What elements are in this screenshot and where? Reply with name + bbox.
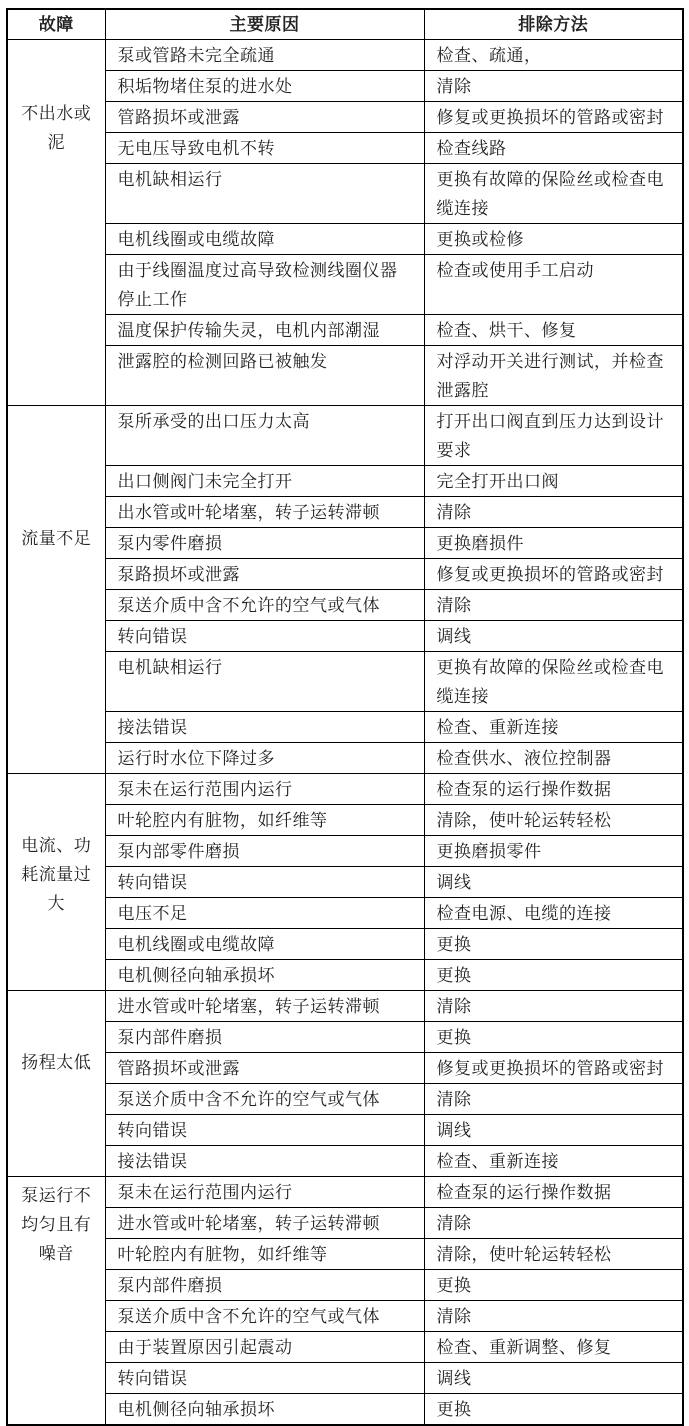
- remedy-cell: 检查供水、液位控制器: [424, 743, 683, 774]
- remedy-cell: 更换: [424, 1270, 683, 1301]
- cause-cell: 泵未在运行范围内运行: [105, 1177, 424, 1208]
- table-row: [7, 102, 683, 133]
- table-row: [7, 1053, 683, 1084]
- table-row: [7, 1177, 683, 1208]
- cause-cell: 泵路损坏或泄露: [105, 559, 424, 590]
- table-row: [7, 1115, 683, 1146]
- remedy-cell: 更换磨损件: [424, 528, 683, 559]
- table-body: [7, 40, 683, 1426]
- table-row: [7, 497, 683, 528]
- table-row: [7, 836, 683, 867]
- cause-cell: 电机线圈或电缆故障: [105, 929, 424, 960]
- cause-cell: 进水管或叶轮堵塞，转子运转滞顿: [105, 1208, 424, 1239]
- remedy-cell: 检查泵的运行操作数据: [424, 1177, 683, 1208]
- remedy-cell: 修复或更换损坏的管路或密封: [424, 102, 683, 133]
- remedy-cell: 清除: [424, 71, 683, 102]
- fault-cell: 不出水或泥: [7, 40, 105, 406]
- cause-cell: 温度保护传输失灵，电机内部潮湿: [105, 315, 424, 346]
- remedy-cell: 更换或检修: [424, 224, 683, 255]
- table-row: [7, 466, 683, 497]
- cause-cell: 无电压导致电机不转: [105, 133, 424, 164]
- remedy-cell: 调线: [424, 867, 683, 898]
- cause-cell: 出口侧阀门未完全打开: [105, 466, 424, 497]
- table-row: [7, 406, 683, 466]
- remedy-cell: 完全打开出口阀: [424, 466, 683, 497]
- remedy-cell: 对浮动开关进行测试，并检查泄露腔: [424, 346, 683, 406]
- table-row: [7, 1394, 683, 1426]
- remedy-cell: 更换: [424, 1022, 683, 1053]
- remedy-cell: 打开出口阀直到压力达到设计要求: [424, 406, 683, 466]
- cause-cell: 接法错误: [105, 712, 424, 743]
- cause-cell: 泵或管路未完全疏通: [105, 40, 424, 71]
- table-row: [7, 224, 683, 255]
- table-row: [7, 164, 683, 224]
- cause-cell: 由于装置原因引起震动: [105, 1332, 424, 1363]
- table-row: [7, 255, 683, 315]
- table-row: [7, 960, 683, 991]
- cause-cell: 泵送介质中含不允许的空气或气体: [105, 590, 424, 621]
- remedy-cell: 检查、烘干、修复: [424, 315, 683, 346]
- remedy-cell: 检查线路: [424, 133, 683, 164]
- remedy-cell: 清除: [424, 1084, 683, 1115]
- fault-cell: 泵运行不均匀且有噪音: [7, 1177, 105, 1426]
- remedy-cell: 清除: [424, 991, 683, 1022]
- remedy-cell: 调线: [424, 1363, 683, 1394]
- fault-cell: 电流、功耗流量过大: [7, 774, 105, 991]
- cause-cell: 电压不足: [105, 898, 424, 929]
- remedy-cell: 修复或更换损坏的管路或密封: [424, 559, 683, 590]
- cause-cell: 叶轮腔内有脏物，如纤维等: [105, 805, 424, 836]
- cause-cell: 电机侧径向轴承损坏: [105, 960, 424, 991]
- table-row: [7, 590, 683, 621]
- cause-cell: 转向错误: [105, 867, 424, 898]
- remedy-cell: 更换: [424, 960, 683, 991]
- table-row: [7, 40, 683, 71]
- cause-cell: 管路损坏或泄露: [105, 1053, 424, 1084]
- table-row: [7, 991, 683, 1022]
- cause-cell: 转向错误: [105, 1363, 424, 1394]
- remedy-cell: 清除，使叶轮运转轻松: [424, 805, 683, 836]
- header-cell-main-cause: 主要原因: [105, 9, 424, 40]
- remedy-cell: 检查电源、电缆的连接: [424, 898, 683, 929]
- remedy-cell: 检查、重新调整、修复: [424, 1332, 683, 1363]
- header-cell-fault: 故障: [7, 9, 105, 40]
- cause-cell: 管路损坏或泄露: [105, 102, 424, 133]
- table-row: [7, 71, 683, 102]
- remedy-cell: 检查、疏通，: [424, 40, 683, 71]
- table-row: [7, 898, 683, 929]
- cause-cell: 电机缺相运行: [105, 652, 424, 712]
- table-row: [7, 1332, 683, 1363]
- remedy-cell: 更换: [424, 1394, 683, 1426]
- table-row: [7, 1208, 683, 1239]
- remedy-cell: 更换有故障的保险丝或检查电缆连接: [424, 652, 683, 712]
- cause-cell: 泵送介质中含不允许的空气或气体: [105, 1301, 424, 1332]
- cause-cell: 积垢物堵住泵的进水处: [105, 71, 424, 102]
- remedy-cell: 修复或更换损坏的管路或密封: [424, 1053, 683, 1084]
- table-row: [7, 743, 683, 774]
- table-row: [7, 652, 683, 712]
- remedy-cell: 检查、重新连接: [424, 712, 683, 743]
- table-row: [7, 1363, 683, 1394]
- cause-cell: 电机线圈或电缆故障: [105, 224, 424, 255]
- table-row: [7, 1022, 683, 1053]
- remedy-cell: 更换有故障的保险丝或检查电缆连接: [424, 164, 683, 224]
- remedy-cell: 清除: [424, 497, 683, 528]
- table-row: [7, 1084, 683, 1115]
- cause-cell: 泄露腔的检测回路已被触发: [105, 346, 424, 406]
- table-row: [7, 346, 683, 406]
- table-row: [7, 774, 683, 805]
- cause-cell: 电机侧径向轴承损坏: [105, 1394, 424, 1426]
- cause-cell: 接法错误: [105, 1146, 424, 1177]
- cause-cell: 泵内部零件磨损: [105, 836, 424, 867]
- table-row: [7, 621, 683, 652]
- remedy-cell: 更换: [424, 929, 683, 960]
- cause-cell: 泵未在运行范围内运行: [105, 774, 424, 805]
- table-row: [7, 712, 683, 743]
- cause-cell: 泵送介质中含不允许的空气或气体: [105, 1084, 424, 1115]
- table-row: [7, 528, 683, 559]
- table-row: [7, 1146, 683, 1177]
- fault-cell: 流量不足: [7, 406, 105, 774]
- table-row: [7, 805, 683, 836]
- table-row: [7, 1270, 683, 1301]
- table-row: [7, 559, 683, 590]
- cause-cell: 由于线圈温度过高导致检测线圈仪器停止工作: [105, 255, 424, 315]
- table-row: [7, 1301, 683, 1332]
- remedy-cell: 检查泵的运行操作数据: [424, 774, 683, 805]
- cause-cell: 叶轮腔内有脏物，如纤维等: [105, 1239, 424, 1270]
- cause-cell: 进水管或叶轮堵塞，转子运转滞顿: [105, 991, 424, 1022]
- table-row: [7, 867, 683, 898]
- table-row: [7, 133, 683, 164]
- cause-cell: 转向错误: [105, 1115, 424, 1146]
- remedy-cell: 检查、重新连接: [424, 1146, 683, 1177]
- fault-cell: 扬程太低: [7, 991, 105, 1177]
- table-row: [7, 315, 683, 346]
- remedy-cell: 清除: [424, 1208, 683, 1239]
- cause-cell: 泵所承受的出口压力太高: [105, 406, 424, 466]
- cause-cell: 电机缺相运行: [105, 164, 424, 224]
- table-header-row: [7, 9, 683, 40]
- remedy-cell: 调线: [424, 1115, 683, 1146]
- cause-cell: 泵内部件磨损: [105, 1270, 424, 1301]
- pump-fault-table: [6, 8, 684, 1426]
- cause-cell: 转向错误: [105, 621, 424, 652]
- cause-cell: 运行时水位下降过多: [105, 743, 424, 774]
- remedy-cell: 调线: [424, 621, 683, 652]
- remedy-cell: 清除: [424, 590, 683, 621]
- remedy-cell: 清除，使叶轮运转轻松: [424, 1239, 683, 1270]
- cause-cell: 出水管或叶轮堵塞，转子运转滞顿: [105, 497, 424, 528]
- remedy-cell: 清除: [424, 1301, 683, 1332]
- cause-cell: 泵内零件磨损: [105, 528, 424, 559]
- remedy-cell: 检查或使用手工启动: [424, 255, 683, 315]
- table-row: [7, 1239, 683, 1270]
- remedy-cell: 更换磨损零件: [424, 836, 683, 867]
- cause-cell: 泵内部件磨损: [105, 1022, 424, 1053]
- table-row: [7, 929, 683, 960]
- header-cell-remedy: 排除方法: [424, 9, 683, 40]
